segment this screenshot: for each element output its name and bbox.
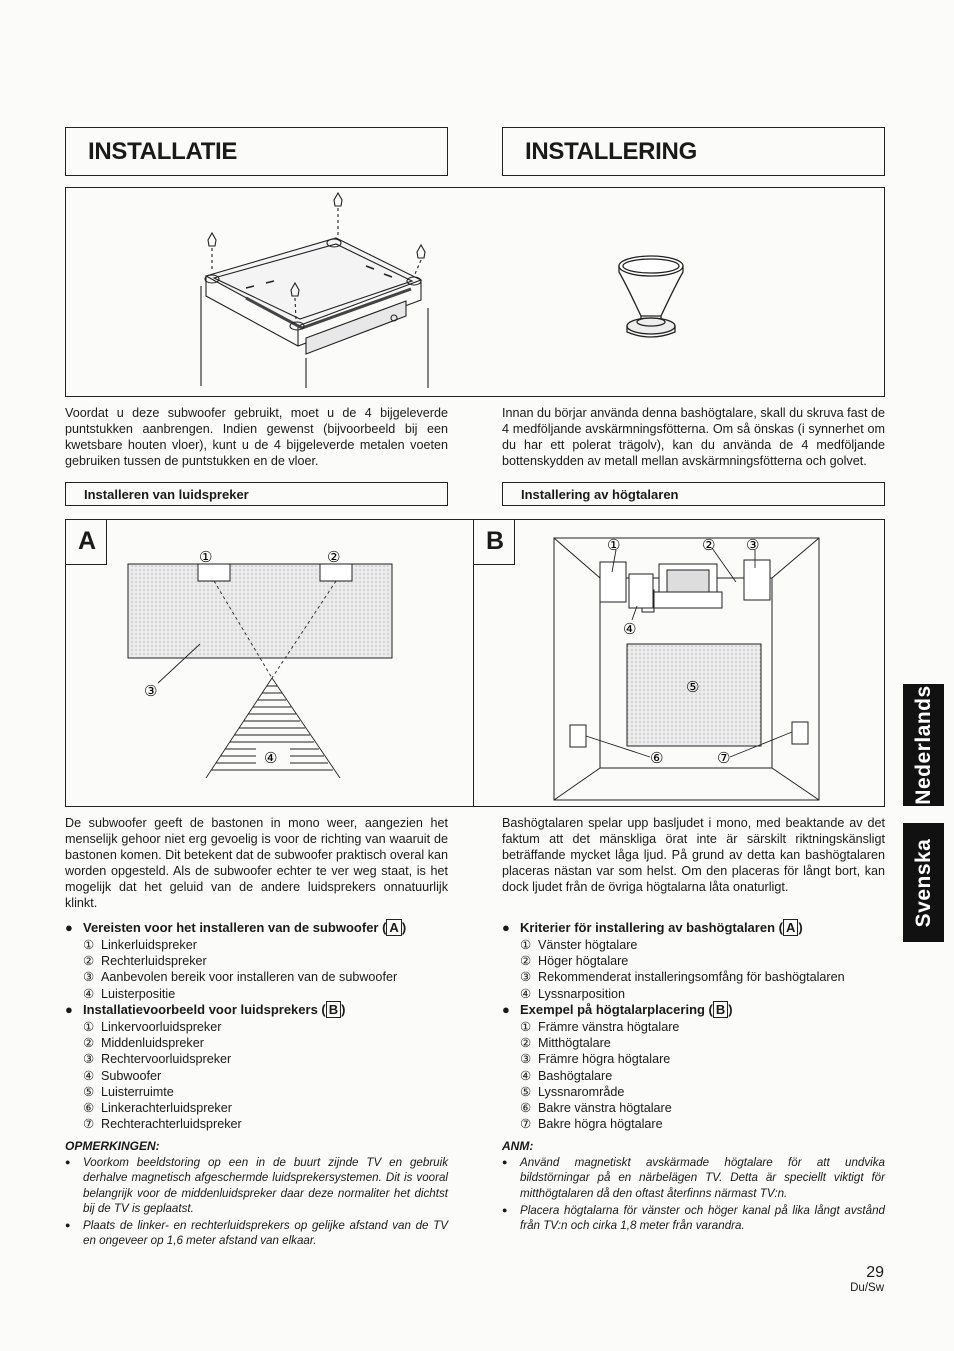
list-item: ⑤ Luisterruimte — [83, 1084, 174, 1099]
title-box-nl — [65, 127, 448, 176]
spike-illustration-box — [65, 187, 885, 397]
ex-list-nl — [83, 1019, 242, 1132]
notes-head-nl: OPMERKINGEN: — [65, 1139, 160, 1153]
note-item: ● Placera högtalarna för vänster och höger kanal på lika långt avstånd från TV:n och cirka 1,8 meter från varandra. — [502, 1203, 885, 1234]
rear-right-speaker — [792, 722, 808, 744]
notes-list-sv — [502, 1155, 885, 1235]
list-item: ② Middenluidspreker — [83, 1036, 204, 1051]
side-tab-svenska: Svenska — [903, 823, 944, 942]
list-item: ④ Subwoofer — [83, 1068, 162, 1083]
ex-ref-sv: B — [713, 1001, 728, 1018]
list-item: ② Rechterluidspreker — [83, 954, 207, 969]
section-title-sv: Installering av högtalaren — [521, 487, 679, 502]
ex-ref-nl: B — [326, 1001, 341, 1018]
ex-head-sv: ● Exempel på högtalarplacering ( B ) — [502, 1002, 733, 1017]
list-item: ④ Lyssnarposition — [520, 986, 626, 1001]
list-item: ⑦ Bakre högra högtalare — [520, 1117, 663, 1132]
section-title-nl: Installeren van luidspreker — [84, 487, 249, 502]
page-title-sv: INSTALLERING — [525, 138, 697, 165]
list-item: ① Främre vänstra högtalare — [520, 1020, 680, 1034]
req-head-sv: ● Kriterier för installering av bashögtalaren ( A ) — [502, 920, 803, 935]
list-item: ① Vänster högtalare — [520, 938, 638, 952]
diagram-a-num-1: ① — [199, 548, 213, 566]
note-item: ● Voorkom beeldstoring op een in de buurt zijnde TV en gebruik derhalve magnetisch afgeschermde luidsprekersystemen. Dit is vooral belangrijk voor de middenluidspreker daar deze normaliter het dichtst bij de TV is geplaatst. — [65, 1155, 448, 1216]
list-item: ⑥ Linkerachterluidspreker — [83, 1101, 232, 1116]
section-head-sv — [502, 482, 885, 506]
tv-unit — [642, 564, 722, 612]
list-item: ③ Främre högra högtalare — [520, 1052, 671, 1067]
list-item: ② Höger högtalare — [520, 954, 629, 969]
diagram-b-num-2: ② — [702, 536, 716, 554]
subwoofer-box — [629, 574, 653, 608]
req-ref-nl: A — [386, 919, 401, 936]
list-item: ① Linkervoorluidspreker — [83, 1020, 222, 1034]
intro-text-sv: Innan du börjar använda denna bashögtalare, skall du skruva fast de 4 medföljande avskärmningsfötterna. Om så önskas (i synnerhet om du har ett polerat trägolv), kan du använda de 4 medföljande bottenskydden av metall mellan avskärmningsfötterna och golvet. — [502, 406, 885, 468]
list-item: ② Mitthögtalare — [520, 1036, 611, 1051]
body-text-nl: De subwoofer geeft de bastonen in mono weer, aangezien het menselijk gehoor niet erg gevoelig is voor de richting van waaruit de bastonen komen. Dit betekent dat de subwoofer praktisch overal kan worden opgesteld. Als de subwoofer echter te ver weg staat, is het mogelijk dat het geluid van de andere luidsprekers onnatuurlijk klinkt. — [65, 816, 448, 910]
req-head-nl: ● Vereisten voor het installeren van de subwoofer ( A ) — [65, 920, 407, 935]
diagram-a — [66, 520, 473, 806]
list-item: ④ Luisterpositie — [83, 986, 176, 1001]
section-head-nl — [65, 482, 448, 506]
intro-text-nl: Voordat u deze subwoofer gebruikt, moet u de 4 bijgeleverde puntstukken aanbrengen. Indien gewenst (bijvoorbeeld bij een kwetsbare houten vloer), kunt u de 4 bijgeleverde metalen voeten gebruiken tussen de puntstukken en de vloer. — [65, 406, 448, 468]
diagram-letter-a: A — [78, 527, 97, 555]
diagram-b-num-5: ⑤ — [686, 678, 700, 696]
diagram-b-num-6: ⑥ — [650, 749, 664, 767]
list-item: ③ Aanbevolen bereik voor installeren van de subwoofer — [83, 970, 398, 985]
list-item: ⑤ Lyssnarområde — [520, 1084, 625, 1099]
left-speaker — [198, 564, 230, 581]
diagram-letter-b: B — [486, 527, 505, 555]
req-list-sv — [520, 937, 845, 1002]
side-tab-nederlands: Nederlands — [903, 684, 944, 806]
ex-head-nl: ● Installatievoorbeeld voor luidsprekers ( B ) — [65, 1002, 346, 1017]
diagram-a-num-3: ③ — [144, 682, 158, 700]
page-lang-code: Du/Sw — [850, 1282, 884, 1294]
req-ref-sv: A — [783, 919, 798, 936]
notes-list-nl — [65, 1155, 448, 1251]
list-item: ① Linkerluidspreker — [83, 938, 197, 952]
diagram-b-num-1: ① — [607, 536, 621, 554]
list-item: ③ Rechtervoorluidspreker — [83, 1052, 232, 1067]
body-text-sv: Bashögtalaren spelar upp basljudet i mono, med beaktande av det faktum att det mänskliga örat inte är särskilt riktningskänsligt beträffande mycket låga ljud. På grund av detta kan bashögtalaren placeras nästan var som helst. Om den placeras för långt bort, kan dock ljudet från de övriga högtalarna låta onaturligt. — [502, 816, 885, 894]
diagram-b-num-7: ⑦ — [717, 749, 731, 767]
list-item: ④ Bashögtalare — [520, 1068, 613, 1083]
notes-head-sv: ANM: — [502, 1139, 534, 1153]
list-item: ⑥ Bakre vänstra högtalare — [520, 1101, 672, 1116]
diagram-a-num-4: ④ — [264, 749, 278, 767]
title-box-sv — [502, 127, 885, 176]
diagram-a-num-2: ② — [327, 548, 341, 566]
note-item: ● Plaats de linker- en rechterluidsprekers op gelijke afstand van de TV en ongeveer op 1,6 meter afstand van elkaar. — [65, 1218, 448, 1249]
req-list-nl — [83, 937, 397, 1002]
page-number: 29 — [866, 1264, 884, 1281]
front-right-speaker — [744, 560, 770, 600]
ex-list-sv — [520, 1019, 679, 1132]
list-item: ⑦ Rechterachterluidspreker — [83, 1117, 242, 1132]
rear-left-speaker — [570, 725, 586, 747]
diagram-b-num-4: ④ — [623, 620, 637, 638]
diagram-b-num-3: ③ — [746, 536, 760, 554]
note-item: ● Använd magnetiskt avskärmade högtalare för att undvika bildstörningar på en närbelägen TV. Detta är speciellt viktigt för mitthögtalaren då den oftast återfinns närmast TV:n. — [502, 1155, 885, 1201]
subwoofer-spikes-illustration — [66, 188, 884, 396]
list-item: ③ Rekommenderat installeringsomfång för bashögtalaren — [520, 970, 845, 985]
right-speaker — [320, 564, 352, 581]
diagram-b — [474, 520, 885, 806]
page-title-nl: INSTALLATIE — [88, 138, 238, 165]
